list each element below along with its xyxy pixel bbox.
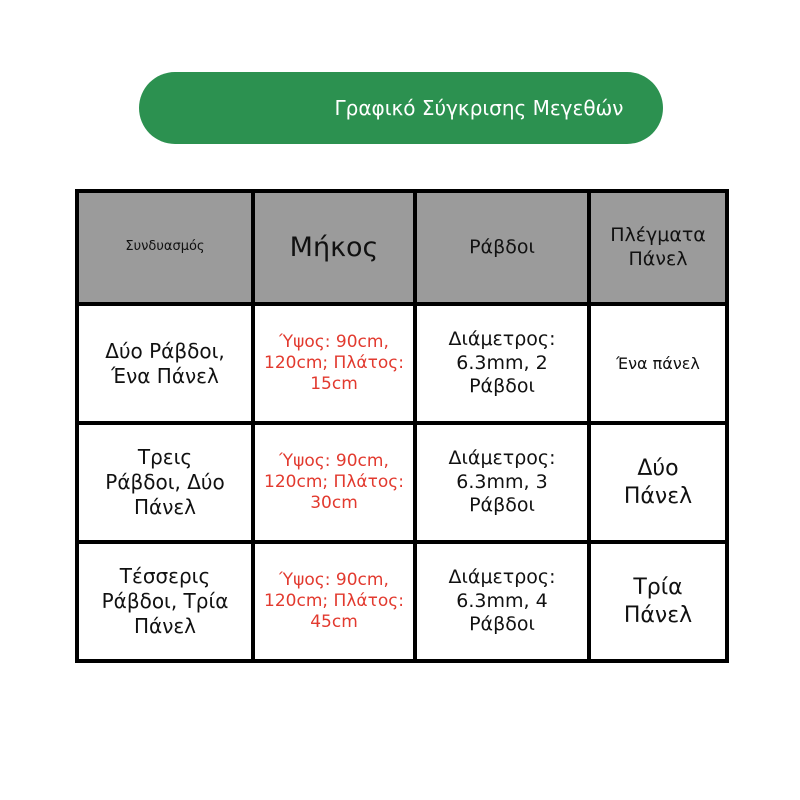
header-combination: Συνδυασμός — [77, 191, 253, 304]
cell-length: Ύψος: 90cm, 120cm; Πλάτος: 30cm — [253, 423, 415, 542]
header-rods: Ράβδοι — [415, 191, 589, 304]
size-comparison-table — [75, 189, 729, 663]
header-length: Μήκος — [253, 191, 415, 304]
cell-rods: Διάμετρος: 6.3mm, 2 Ράβδοι — [415, 304, 589, 423]
table-row — [77, 423, 727, 542]
table-header-row — [77, 191, 727, 304]
cell-length: Ύψος: 90cm, 120cm; Πλάτος: 45cm — [253, 542, 415, 661]
cell-rods: Διάμετρος: 6.3mm, 3 Ράβδοι — [415, 423, 589, 542]
table-row — [77, 304, 727, 423]
header-panels: Πλέγματα Πάνελ — [589, 191, 727, 304]
page-title: Γραφικό Σύγκρισης Μεγεθών — [334, 96, 624, 120]
cell-panels: Ένα πάνελ — [589, 304, 727, 423]
table-row — [77, 542, 727, 661]
title-banner — [139, 72, 663, 144]
cell-panels: Τρία Πάνελ — [589, 542, 727, 661]
cell-panels: Δύο Πάνελ — [589, 423, 727, 542]
cell-rods: Διάμετρος: 6.3mm, 4 Ράβδοι — [415, 542, 589, 661]
cell-combination: Τέσσερις Ράβδοι, Τρία Πάνελ — [77, 542, 253, 661]
cell-combination: Τρεις Ράβδοι, Δύο Πάνελ — [77, 423, 253, 542]
cell-length: Ύψος: 90cm, 120cm; Πλάτος: 15cm — [253, 304, 415, 423]
cell-combination: Δύο Ράβδοι, Ένα Πάνελ — [77, 304, 253, 423]
